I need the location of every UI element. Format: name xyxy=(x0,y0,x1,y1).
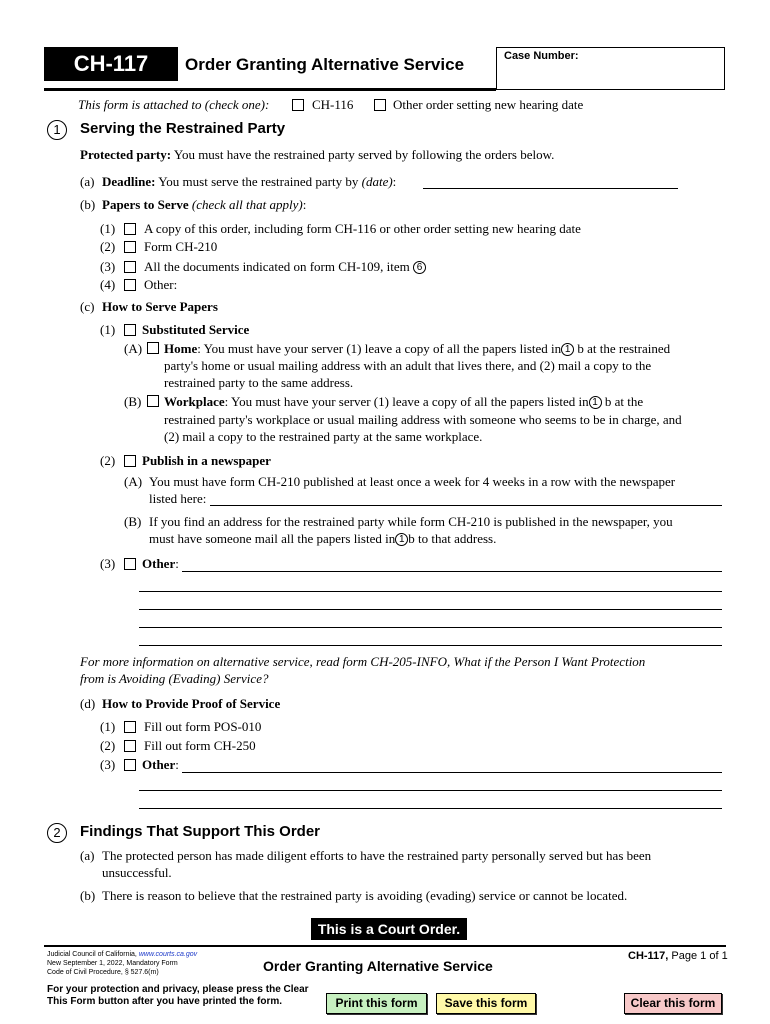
d2-text: Fill out form CH-250 xyxy=(144,738,256,753)
b3-checkbox[interactable] xyxy=(124,261,136,273)
clear-button[interactable]: Clear this form xyxy=(624,993,722,1014)
court-order-text: This is a Court Order. xyxy=(317,921,461,937)
s2-item-b-text: There is reason to believe that the restrained party is avoiding (evading) service or cannot be located. xyxy=(102,888,628,903)
c3-number: (3) xyxy=(100,556,116,571)
courts-link[interactable]: www.courts.ca.gov xyxy=(138,951,198,958)
section-1-number: 1 xyxy=(47,120,67,140)
d2-number: (2) xyxy=(100,738,116,753)
attached-ch116-label: CH-116 xyxy=(312,97,354,112)
newspaper-name-input[interactable] xyxy=(210,505,722,506)
publish-newspaper-checkbox[interactable] xyxy=(124,455,136,467)
papers-to-serve-heading: Papers to Serve (check all that apply): xyxy=(102,197,307,212)
item-a-label: (a) xyxy=(80,174,95,189)
b3-number: (3) xyxy=(100,259,116,274)
workplace-text-line3: (2) mail a copy to the restrained party at the same workplace. xyxy=(164,429,483,444)
info-note-line2: from is Avoiding (Evading) Service? xyxy=(80,671,269,686)
item-1-ref: 1 xyxy=(589,396,602,409)
b4-text: Other: xyxy=(144,277,178,292)
home-text-line3: restrained party to the same address. xyxy=(164,375,354,390)
section-2-number: 2 xyxy=(47,823,67,843)
footer-title: Order Granting Alternative Service xyxy=(263,958,493,974)
s2-item-b-label: (b) xyxy=(80,888,96,903)
item-1-ref: 1 xyxy=(395,533,408,546)
other-proof-input-line2[interactable] xyxy=(139,790,722,791)
item-1-ref: 1 xyxy=(561,343,574,356)
save-button[interactable]: Save this form xyxy=(436,993,536,1014)
substituted-service-label: Substituted Service xyxy=(142,322,250,337)
c1A-label: (A) xyxy=(124,341,143,356)
d1-number: (1) xyxy=(100,719,116,734)
title-underline xyxy=(44,88,496,91)
publish-newspaper-label: Publish in a newspaper xyxy=(142,453,271,468)
b3-text: All the documents indicated on form CH-109, item 6 xyxy=(144,259,426,275)
case-number-label: Case Number: xyxy=(504,50,579,62)
substituted-service-checkbox[interactable] xyxy=(124,324,136,336)
attached-other-checkbox[interactable] xyxy=(374,99,386,111)
proof-of-service-heading: How to Provide Proof of Service xyxy=(102,696,281,711)
footer-rule xyxy=(44,945,726,947)
c2A-line1: You must have form CH-210 published at least once a week for 4 weeks in a row with the newspaper xyxy=(149,474,676,489)
s2-item-a-label: (a) xyxy=(80,848,95,863)
other-serve-input-line1[interactable] xyxy=(182,571,722,572)
d3-number: (3) xyxy=(100,757,116,772)
attached-ch116-checkbox[interactable] xyxy=(292,99,304,111)
c2A-label: (A) xyxy=(124,474,143,489)
section-2-title: Findings That Support This Order xyxy=(80,823,320,840)
b1-number: (1) xyxy=(100,221,116,236)
b4-checkbox[interactable] xyxy=(124,279,136,291)
d1-text: Fill out form POS-010 xyxy=(144,719,262,734)
item-b-label: (b) xyxy=(80,197,96,212)
attached-label: This form is attached to (check one): xyxy=(78,97,270,112)
workplace-text-line1: Workplace: You must have your server (1) leave a copy of all the papers listed in 1 b at the xyxy=(164,394,644,409)
item-d-label: (d) xyxy=(80,696,96,711)
other-serve-input-line3[interactable] xyxy=(139,609,722,610)
other-proof-checkbox[interactable] xyxy=(124,759,136,771)
other-serve-input-line2[interactable] xyxy=(139,591,722,592)
form-title: Order Granting Alternative Service xyxy=(185,55,465,74)
other-serve-input-line5[interactable] xyxy=(139,645,722,646)
other-proof-label: Other: xyxy=(142,757,179,772)
s2-item-a-line1: The protected person has made diligent efforts to have the restrained party personally served but has been xyxy=(102,848,652,863)
other-serve-input-line4[interactable] xyxy=(139,627,722,628)
other-serve-checkbox[interactable] xyxy=(124,558,136,570)
ch250-checkbox[interactable] xyxy=(124,740,136,752)
home-checkbox[interactable] xyxy=(147,342,159,354)
workplace-checkbox[interactable] xyxy=(147,395,159,407)
b2-checkbox[interactable] xyxy=(124,241,136,253)
b2-number: (2) xyxy=(100,239,116,254)
item-c-label: (c) xyxy=(80,299,95,314)
home-text-line1: Home: You must have your server (1) leave a copy of all the papers listed in 1 b at the restrained xyxy=(164,341,671,356)
c2B-line2: must have someone mail all the papers listed in 1 b to that address. xyxy=(149,531,497,546)
c2A-line2: listed here: xyxy=(149,491,207,506)
pos010-checkbox[interactable] xyxy=(124,721,136,733)
section-1-title: Serving the Restrained Party xyxy=(80,120,286,137)
workplace-text-line2: restrained party's workplace or usual mailing address with someone who seems to be in charge, and xyxy=(164,412,682,427)
deadline-date-input[interactable] xyxy=(423,188,678,189)
other-proof-input-line1[interactable] xyxy=(182,772,722,773)
c1B-label: (B) xyxy=(124,394,142,409)
deadline-text: Deadline: You must serve the restrained party by (date): xyxy=(102,174,397,189)
c2B-line1: If you find an address for the restrained party while form CH-210 is published in the newspaper, you xyxy=(149,514,673,529)
c1-number: (1) xyxy=(100,322,116,337)
b2-text: Form CH-210 xyxy=(144,239,218,254)
privacy-note: For your protection and privacy, please press the Clear This Form button after you have printed the form. xyxy=(47,984,309,1007)
protected-party-text: Protected party: You must have the restrained party served by following the orders below. xyxy=(80,147,555,162)
page-indicator: CH-117, Page 1 of 1 xyxy=(628,950,728,962)
c2B-label: (B) xyxy=(124,514,142,529)
how-to-serve-heading: How to Serve Papers xyxy=(102,299,218,314)
print-button[interactable]: Print this form xyxy=(326,993,427,1014)
b1-text: A copy of this order, including form CH-116 or other order setting new hearing date xyxy=(144,221,581,236)
home-text-line2: party's home or usual mailing address with an adult that lives there, and (2) mail a copy to the xyxy=(164,358,652,373)
c2-number: (2) xyxy=(100,453,116,468)
b4-number: (4) xyxy=(100,277,116,292)
info-note-line1: For more information on alternative service, read form CH-205-INFO, What if the Person I Want Protection xyxy=(80,654,646,669)
other-proof-input-line3[interactable] xyxy=(139,808,722,809)
item-6-ref: 6 xyxy=(413,261,426,274)
b1-checkbox[interactable] xyxy=(124,223,136,235)
other-serve-label: Other: xyxy=(142,556,179,571)
council-credit: Judicial Council of California, www.courts.ca.gov New September 1, 2022, Mandatory Form Code of Civil Procedure, § 527.6(m) xyxy=(47,951,198,976)
attached-other-label: Other order setting new hearing date xyxy=(393,97,584,112)
s2-item-a-line2: unsuccessful. xyxy=(102,865,172,880)
form-code: CH-117 xyxy=(73,51,149,76)
